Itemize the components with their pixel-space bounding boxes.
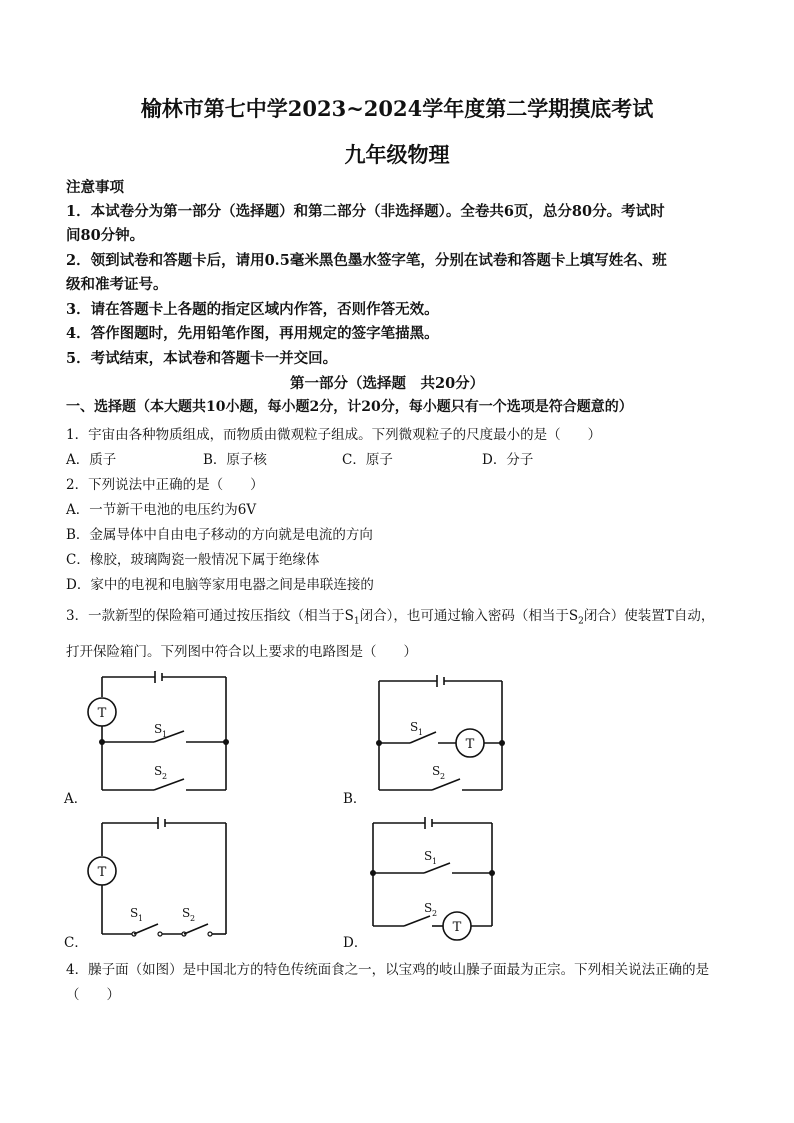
q2-option-b: B．金属导体中自由电子移动的方向就是电流的方向 [66, 527, 373, 543]
svg-text:S: S [424, 849, 433, 863]
svg-text:1: 1 [162, 730, 168, 739]
svg-text:T: T [97, 865, 107, 880]
q1-option-b: B．原子核 [203, 452, 267, 468]
question-3-stem: 3．一款新型的保险箱可通过按压指纹（相当于$S_1$闭合），也可通过输入密码（相当于$S_2$闭合）使装置T自动， [66, 608, 715, 627]
svg-text:1: 1 [138, 914, 144, 923]
part1-heading: 第一部分（选择题 共20分） [290, 375, 485, 392]
q3-option-c-label: C． [64, 935, 88, 951]
q2-option-d: D．家中的电视和电脑等家用电器之间是串联连接的 [66, 577, 374, 593]
svg-text:S: S [130, 906, 139, 920]
svg-text:T: T [465, 737, 475, 752]
svg-text:S: S [432, 764, 441, 778]
svg-text:1: 1 [418, 728, 424, 737]
svg-text:S: S [182, 906, 191, 920]
q1-option-c: C．原子 [342, 452, 393, 468]
question-2-stem: 2．下列说法中正确的是（ ） [66, 477, 264, 493]
q1-option-a: A．质子 [66, 452, 117, 468]
note-line: 间80分钟。 [66, 227, 145, 244]
section-heading: 一、选择题（本大题共10小题，每小题2分，计20分，每小题只有一个选项是符合题意的） [66, 399, 633, 415]
svg-text:S: S [154, 764, 163, 778]
note-line: 2．领到试卷和答题卡后，请用0.5毫米黑色墨水签字笔，分别在试卷和答题卡上填写姓名、班 [66, 252, 667, 269]
svg-text:S: S [424, 901, 433, 915]
note-line: 1．本试卷分为第一部分（选择题）和第二部分（非选择题）。全卷共6页，总分80分。考试时 [66, 203, 665, 220]
svg-text:2: 2 [432, 909, 438, 918]
q1-option-d: D．分子 [482, 452, 534, 468]
svg-text:2: 2 [190, 914, 196, 923]
q3-option-b-label: B． [343, 791, 367, 807]
exam-title: 榆林市第七中学2023~2024学年度第二学期摸底考试 [140, 96, 654, 121]
notes-heading: 注意事项 [66, 179, 124, 196]
note-line: 4．答作图题时，先用铅笔作图，再用规定的签字笔描黑。 [66, 325, 439, 342]
question-4-stem-line2: （ ） [66, 987, 120, 1003]
q2-option-a: A．一节新干电池的电压约为6V [66, 502, 257, 518]
svg-text:T: T [452, 920, 462, 935]
question-1-stem: 1．宇宙由各种物质组成，而物质由微观粒子组成。下列微观粒子的尺度最小的是（ ） [66, 427, 602, 443]
svg-text:S: S [154, 722, 163, 736]
svg-text:T: T [97, 706, 107, 721]
question-4-stem: 4．臊子面（如图）是中国北方的特色传统面食之一，以宝鸡的岐山臊子面最为正宗。下列相关说法正确的是 [66, 962, 710, 978]
question-3-stem-line2: 打开保险箱门。下列图中符合以上要求的电路图是（ ） [66, 644, 417, 660]
svg-text:2: 2 [440, 772, 446, 781]
svg-text:1: 1 [432, 857, 438, 866]
svg-text:S: S [410, 720, 419, 734]
note-line: 级和准考证号。 [66, 276, 168, 293]
q3-option-a-label: A． [64, 791, 88, 807]
exam-subtitle: 九年级物理 [344, 142, 450, 167]
note-line: 3．请在答题卡上各题的指定区域内作答，否则作答无效。 [66, 301, 439, 318]
svg-text:2: 2 [162, 772, 168, 781]
q2-option-c: C．橡胶，玻璃陶瓷一般情况下属于绝缘体 [66, 552, 320, 568]
note-line: 5．考试结束，本试卷和答题卡一并交回。 [66, 350, 338, 367]
q3-option-d-label: D． [343, 935, 368, 951]
